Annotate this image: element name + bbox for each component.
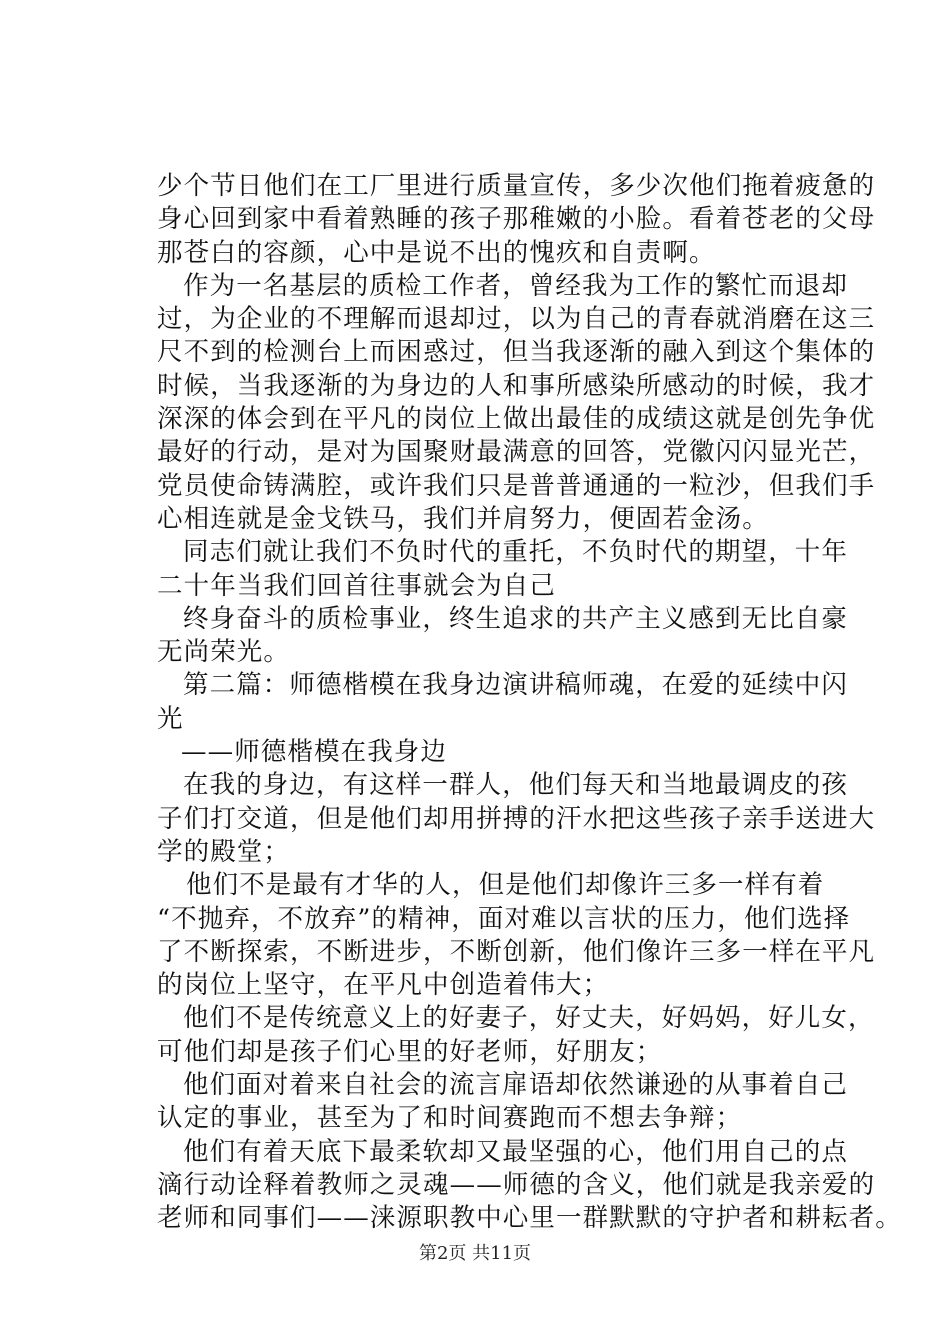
- paragraph-start-line: 终身奋斗的质检事业，终生追求的共产主义感到无比自豪: [183, 603, 849, 634]
- text-line: 了不断探索，不断进步，不断创新，他们像许三多一样在平凡: [157, 936, 876, 967]
- text-line: 身心回到家中看着熟睡的孩子那稚嫩的小脸。看着苍老的父母: [157, 204, 876, 235]
- text-line: 少个节日他们在工厂里进行质量宣传，多少次他们拖着疲惫的: [157, 171, 876, 201]
- text-line: 时候，当我逐渐的为身边的人和事所感染所感动的时候，我才: [157, 370, 876, 401]
- text-line: 深深的体会到在平凡的岗位上做出最佳的成绩这就是创先争优: [157, 404, 876, 435]
- paragraph-start-line: 作为一名基层的质检工作者，曾经我为工作的繁忙而退却: [183, 270, 849, 301]
- text-line: 无尚荣光。: [157, 637, 291, 668]
- paragraph-start-line: 同志们就让我们不负时代的重托，不负时代的期望，十年: [183, 537, 849, 568]
- text-line: “不抛弃，不放弃”的精神，面对难以言状的压力，他们选择: [157, 903, 851, 934]
- paragraph-start-line: 他们有着天底下最柔软却又最坚强的心，他们用自己的点: [183, 1136, 849, 1167]
- page-number-footer: 第2页 共11页: [418, 1243, 532, 1264]
- section-heading-line: 光: [157, 703, 184, 734]
- text-line: 尺不到的检测台上而困惑过，但当我逐渐的融入到这个集体的: [157, 337, 876, 368]
- text-line: 认定的事业，甚至为了和时间赛跑而不想去争辩；: [157, 1103, 743, 1134]
- text-line: 二十年当我们回首往事就会为自己: [157, 570, 557, 601]
- text-line: 老师和同事们——涞源职教中心里一群默默的守护者和耕耘者。: [157, 1203, 902, 1234]
- section-heading-line: 第二篇：师德楷模在我身边演讲稿师魂，在爱的延续中闪: [183, 670, 849, 701]
- text-line: 最好的行动，是对为国聚财最满意的回答，党徽闪闪显光芒，: [157, 437, 876, 468]
- text-line: 心相连就是金戈铁马，我们并肩努力，便固若金汤。: [157, 503, 769, 534]
- text-line: 过，为企业的不理解而退却过，以为自己的青春就消磨在这三: [157, 304, 876, 335]
- paragraph-start-line: 他们不是最有才华的人，但是他们却像许三多一样有着: [186, 870, 825, 901]
- text-line: 学的殿堂；: [157, 836, 291, 867]
- text-line: 可他们却是孩子们心里的好老师，好朋友；: [157, 1036, 663, 1067]
- text-line: 子们打交道，但是他们却用拼搏的汗水把这些孩子亲手送进大: [157, 803, 876, 834]
- text-line: 党员使命铸满腔，或许我们只是普普通通的一粒沙，但我们手: [157, 470, 876, 501]
- text-line: 那苍白的容颜，心中是说不出的愧疚和自责啊。: [157, 237, 716, 268]
- text-line: 滴行动诠释着教师之灵魂——师德的含义，他们就是我亲爱的: [157, 1169, 876, 1200]
- subtitle-line: ——师德楷模在我身边: [181, 737, 448, 768]
- paragraph-start-line: 在我的身边，有这样一群人，他们每天和当地最调皮的孩: [183, 770, 849, 801]
- paragraph-start-line: 他们不是传统意义上的好妻子，好丈夫，好妈妈，好儿女，: [183, 1003, 875, 1034]
- document-body: [157, 170, 902, 1236]
- text-line: 的岗位上坚守，在平凡中创造着伟大；: [157, 970, 610, 1001]
- paragraph-start-line: 他们面对着来自社会的流言扉语却依然谦逊的从事着自己: [183, 1070, 849, 1101]
